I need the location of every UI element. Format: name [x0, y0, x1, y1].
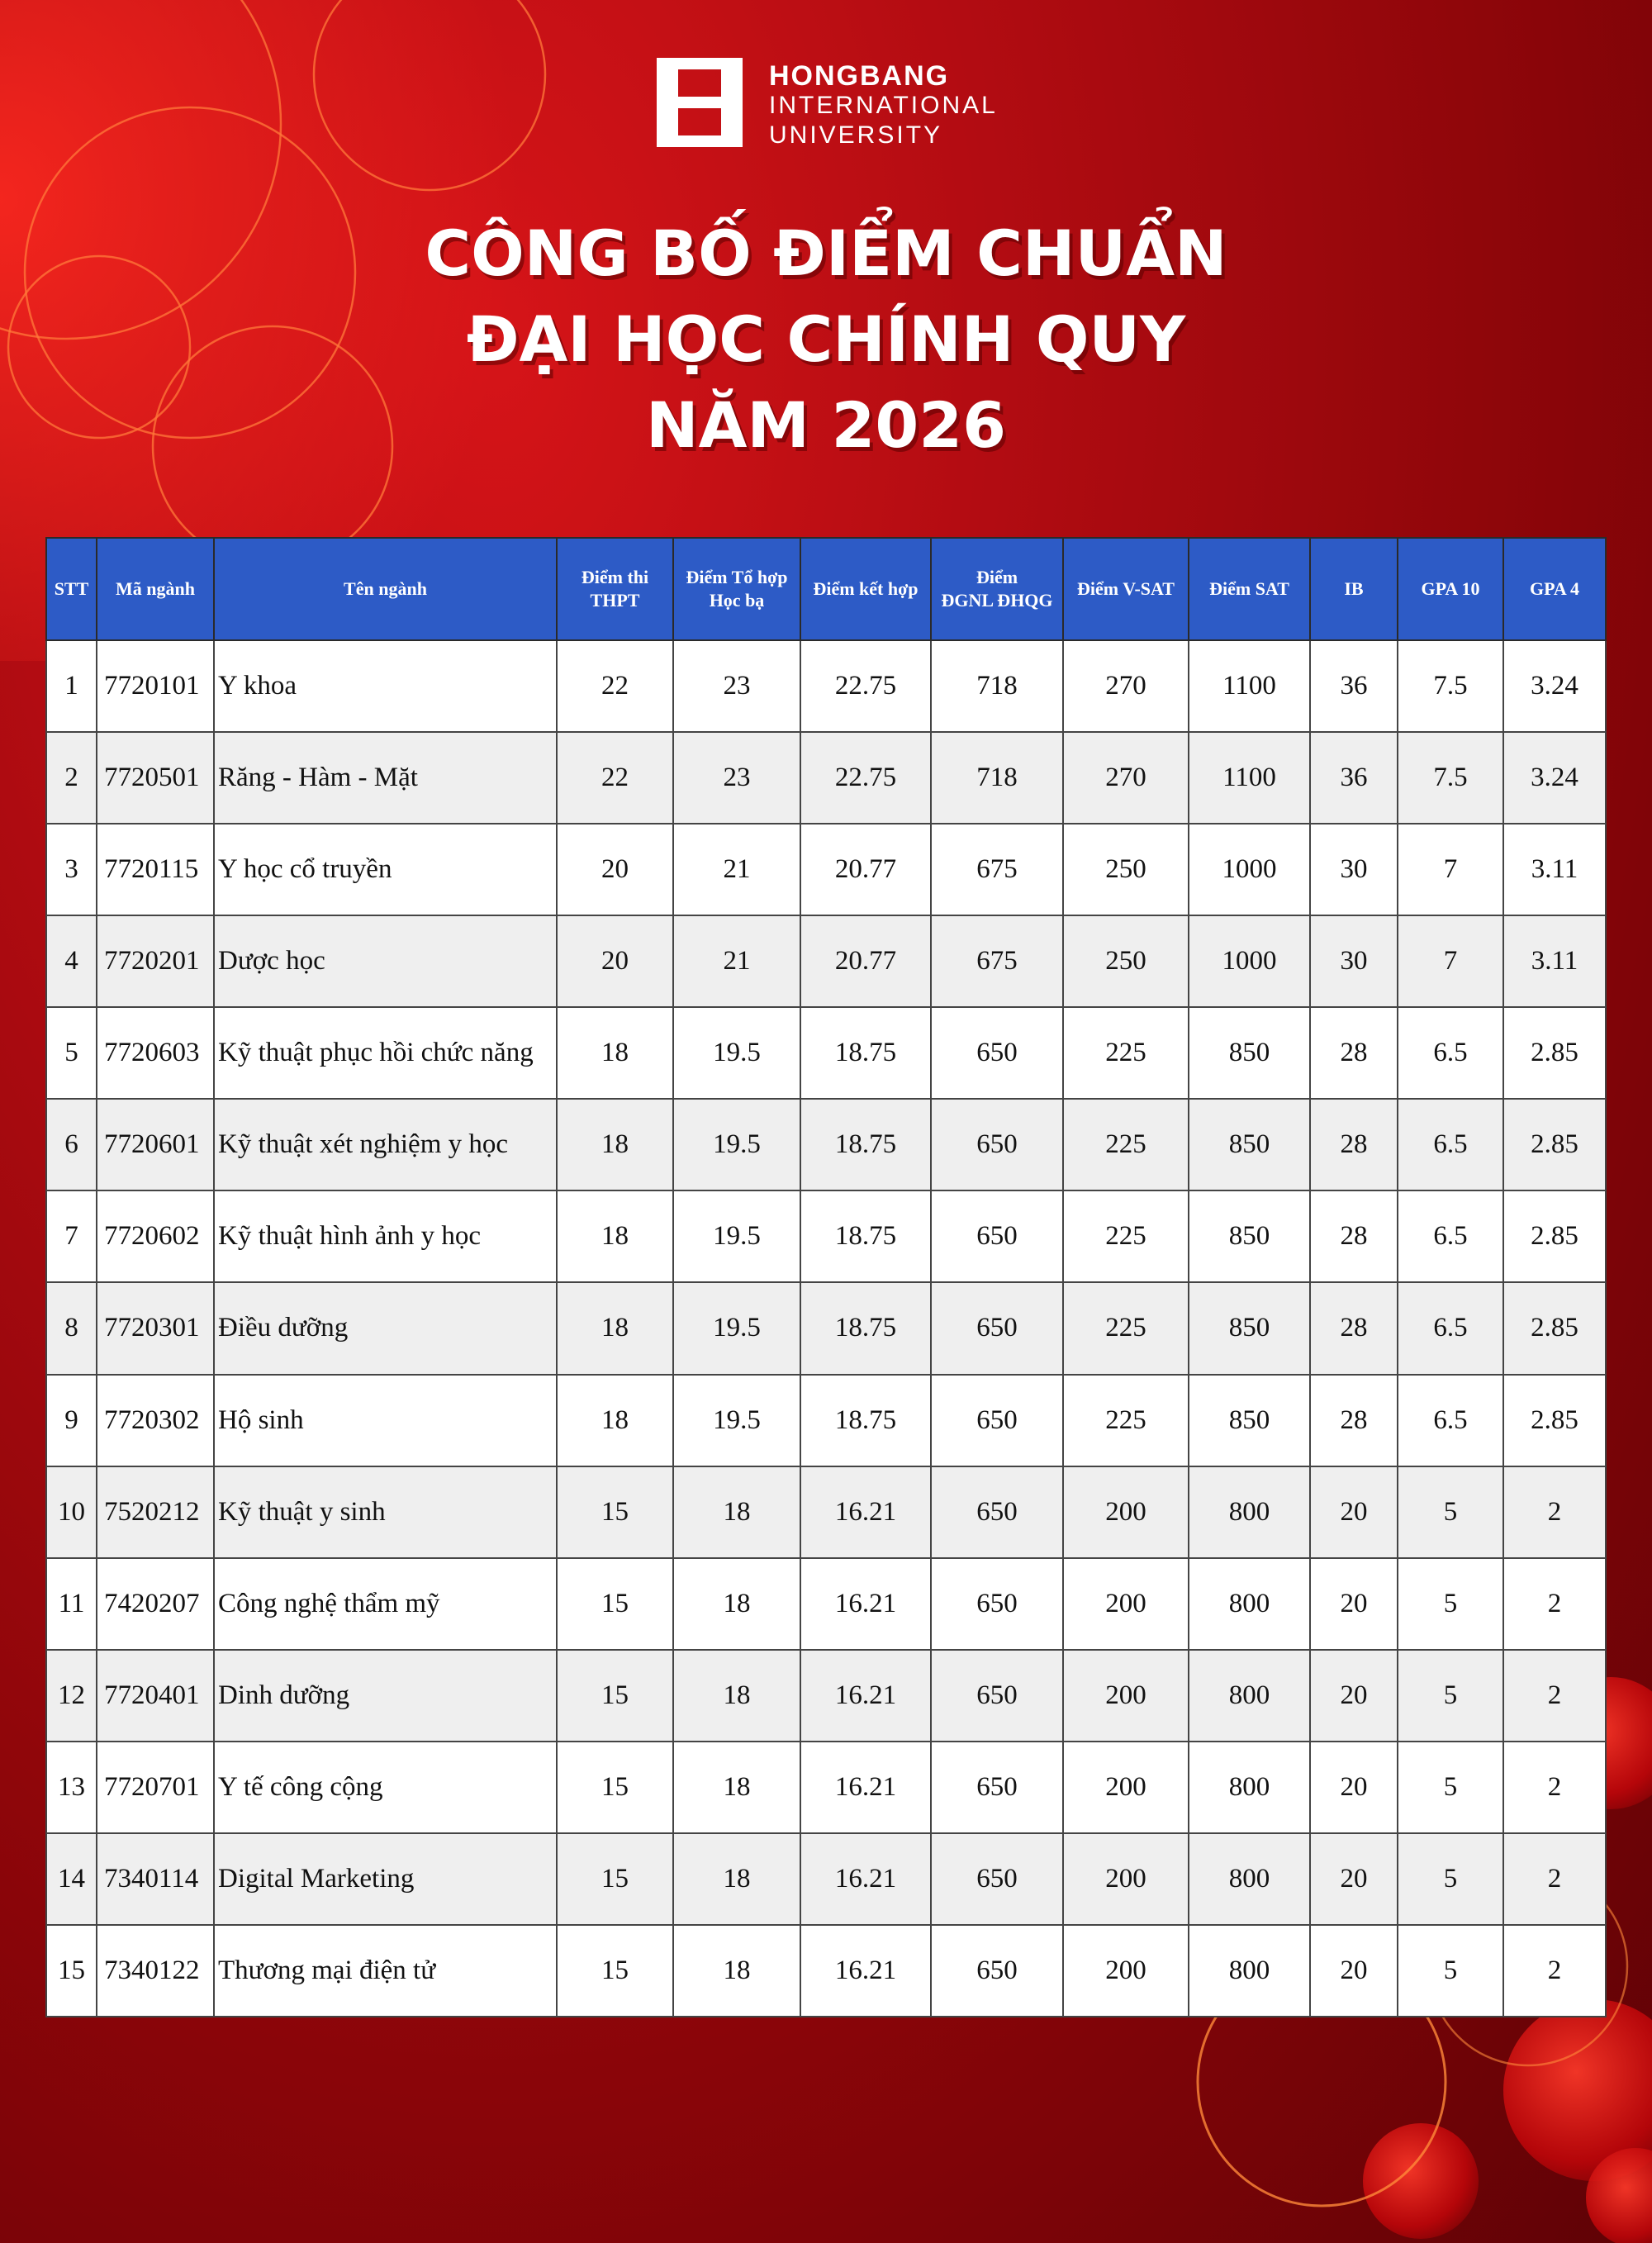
cell-gpa10: 5: [1398, 1925, 1503, 2017]
cell-stt: 9: [46, 1375, 97, 1466]
cell-diem-sat: 850: [1189, 1375, 1310, 1466]
cell-ma-nganh: 7340122: [97, 1925, 214, 2017]
header-ten-nganh: Tên ngành: [214, 538, 557, 640]
cell-diem-hoc-ba: 19.5: [673, 1007, 800, 1099]
table-row: [46, 1190, 1606, 1282]
cell-ma-nganh: 7720301: [97, 1282, 214, 1374]
cell-diem-ket-hop: 18.75: [800, 1190, 931, 1282]
cell-ten-nganh: Y khoa: [214, 640, 557, 732]
header-diem-thi-thpt: [557, 538, 673, 640]
cell-stt: 4: [46, 915, 97, 1007]
cell-ma-nganh: 7720101: [97, 640, 214, 732]
cell-gpa4: 2: [1503, 1742, 1606, 1833]
cell-stt: 10: [46, 1466, 97, 1558]
cell-diem-thi-thpt: 15: [557, 1558, 673, 1650]
cell-diem-vsat: 225: [1063, 1099, 1189, 1190]
header-diem-dgnl: [931, 538, 1063, 640]
cell-gpa4: 3.24: [1503, 732, 1606, 824]
cell-ten-nganh: Hộ sinh: [214, 1375, 557, 1466]
cell-diem-vsat: 225: [1063, 1375, 1189, 1466]
cell-diem-ket-hop: 18.75: [800, 1282, 931, 1374]
cell-diem-hoc-ba: 18: [673, 1650, 800, 1742]
cell-diem-thi-thpt: 22: [557, 640, 673, 732]
table-row: [46, 1466, 1606, 1558]
cell-ma-nganh: 7720701: [97, 1742, 214, 1833]
table-row: [46, 1282, 1606, 1374]
cell-gpa10: 6.5: [1398, 1375, 1503, 1466]
cell-diem-vsat: 225: [1063, 1190, 1189, 1282]
cell-ten-nganh: Kỹ thuật xét nghiệm y học: [214, 1099, 557, 1190]
cell-diem-vsat: 200: [1063, 1742, 1189, 1833]
cell-ma-nganh: 7420207: [97, 1558, 214, 1650]
cell-ten-nganh: Kỹ thuật hình ảnh y học: [214, 1190, 557, 1282]
cell-diem-dgnl: 650: [931, 1650, 1063, 1742]
cell-diem-vsat: 200: [1063, 1650, 1189, 1742]
cell-ib: 28: [1310, 1007, 1398, 1099]
cell-diem-dgnl: 650: [931, 1466, 1063, 1558]
cell-diem-ket-hop: 16.21: [800, 1833, 931, 1925]
cell-diem-hoc-ba: 21: [673, 915, 800, 1007]
header-stt: STT: [46, 538, 97, 640]
cell-diem-vsat: 270: [1063, 640, 1189, 732]
cell-diem-vsat: 200: [1063, 1558, 1189, 1650]
title-line-2: ĐẠI HỌC CHÍNH QUY: [466, 302, 1186, 376]
cell-diem-thi-thpt: 15: [557, 1925, 673, 2017]
table-row: [46, 1925, 1606, 2017]
cell-gpa10: 7: [1398, 824, 1503, 915]
header-diem-ket-hop: Điểm kết hợp: [800, 538, 931, 640]
cell-diem-thi-thpt: 15: [557, 1650, 673, 1742]
cell-gpa10: 5: [1398, 1466, 1503, 1558]
cell-diem-thi-thpt: 18: [557, 1282, 673, 1374]
cell-ten-nganh: Y học cổ truyền: [214, 824, 557, 915]
cell-ten-nganh: Dinh dưỡng: [214, 1650, 557, 1742]
cell-diem-sat: 1000: [1189, 915, 1310, 1007]
cell-ib: 30: [1310, 915, 1398, 1007]
cell-ib: 36: [1310, 732, 1398, 824]
cell-diem-sat: 850: [1189, 1190, 1310, 1282]
table-row: [46, 1007, 1606, 1099]
cell-diem-thi-thpt: 20: [557, 824, 673, 915]
cell-diem-ket-hop: 16.21: [800, 1742, 931, 1833]
cell-ib: 20: [1310, 1833, 1398, 1925]
cell-diem-thi-thpt: 18: [557, 1190, 673, 1282]
cell-diem-ket-hop: 18.75: [800, 1099, 931, 1190]
cell-diem-thi-thpt: 22: [557, 732, 673, 824]
cell-diem-vsat: 200: [1063, 1466, 1189, 1558]
cell-gpa4: 2: [1503, 1466, 1606, 1558]
cell-ib: 28: [1310, 1375, 1398, 1466]
cell-diem-dgnl: 718: [931, 640, 1063, 732]
cell-gpa10: 5: [1398, 1742, 1503, 1833]
table-row: [46, 640, 1606, 732]
logo-line-international: INTERNATIONAL: [769, 92, 998, 119]
cell-stt: 8: [46, 1282, 97, 1374]
cell-ten-nganh: Y tế công cộng: [214, 1742, 557, 1833]
header-gpa4: GPA 4: [1503, 538, 1606, 640]
cell-ma-nganh: 7520212: [97, 1466, 214, 1558]
cell-diem-hoc-ba: 19.5: [673, 1282, 800, 1374]
header-dgnl-line2: ĐGNL ĐHQG: [941, 590, 1053, 611]
cell-diem-ket-hop: 20.77: [800, 824, 931, 915]
cell-diem-vsat: 250: [1063, 824, 1189, 915]
cell-ma-nganh: 7720201: [97, 915, 214, 1007]
cell-diem-dgnl: 650: [931, 1190, 1063, 1282]
table-row: [46, 1375, 1606, 1466]
cell-diem-vsat: 225: [1063, 1007, 1189, 1099]
cell-stt: 15: [46, 1925, 97, 2017]
cell-diem-thi-thpt: 18: [557, 1375, 673, 1466]
cell-stt: 3: [46, 824, 97, 915]
cell-stt: 12: [46, 1650, 97, 1742]
cell-diem-sat: 1000: [1189, 824, 1310, 915]
header-ma-nganh: Mã ngành: [97, 538, 214, 640]
cell-diem-hoc-ba: 18: [673, 1466, 800, 1558]
cell-gpa10: 5: [1398, 1833, 1503, 1925]
cell-diem-thi-thpt: 15: [557, 1833, 673, 1925]
cell-diem-hoc-ba: 18: [673, 1742, 800, 1833]
cell-diem-dgnl: 650: [931, 1833, 1063, 1925]
cell-ib: 20: [1310, 1742, 1398, 1833]
cell-ten-nganh: Dược học: [214, 915, 557, 1007]
cell-ib: 20: [1310, 1650, 1398, 1742]
table-row: [46, 1099, 1606, 1190]
header-diem-vsat: Điểm V-SAT: [1063, 538, 1189, 640]
cell-gpa10: 6.5: [1398, 1099, 1503, 1190]
cell-diem-sat: 850: [1189, 1099, 1310, 1190]
cell-ten-nganh: Kỹ thuật phục hồi chức năng: [214, 1007, 557, 1099]
cell-diem-ket-hop: 20.77: [800, 915, 931, 1007]
cell-ten-nganh: Digital Marketing: [214, 1833, 557, 1925]
cell-gpa10: 7: [1398, 915, 1503, 1007]
admission-scores-table: [45, 537, 1607, 2017]
cell-diem-sat: 850: [1189, 1007, 1310, 1099]
cell-gpa4: 2: [1503, 1833, 1606, 1925]
cell-diem-ket-hop: 16.21: [800, 1466, 931, 1558]
header-diem-sat: Điểm SAT: [1189, 538, 1310, 640]
cell-diem-vsat: 200: [1063, 1925, 1189, 2017]
page-title: [0, 211, 1652, 468]
cell-diem-ket-hop: 18.75: [800, 1007, 931, 1099]
cell-diem-dgnl: 675: [931, 824, 1063, 915]
cell-diem-sat: 1100: [1189, 732, 1310, 824]
cell-diem-ket-hop: 16.21: [800, 1650, 931, 1742]
cell-diem-vsat: 200: [1063, 1833, 1189, 1925]
cell-diem-sat: 800: [1189, 1742, 1310, 1833]
cell-diem-dgnl: 650: [931, 1742, 1063, 1833]
cell-gpa4: 2.85: [1503, 1099, 1606, 1190]
cell-gpa10: 5: [1398, 1558, 1503, 1650]
cell-ma-nganh: 7720603: [97, 1007, 214, 1099]
table-row: [46, 915, 1606, 1007]
cell-diem-dgnl: 675: [931, 915, 1063, 1007]
cell-stt: 13: [46, 1742, 97, 1833]
cell-ib: 20: [1310, 1466, 1398, 1558]
cell-ten-nganh: Điều dưỡng: [214, 1282, 557, 1374]
cell-gpa10: 7.5: [1398, 732, 1503, 824]
cell-stt: 6: [46, 1099, 97, 1190]
cell-diem-hoc-ba: 23: [673, 640, 800, 732]
cell-diem-sat: 1100: [1189, 640, 1310, 732]
cell-gpa4: 2: [1503, 1650, 1606, 1742]
cell-diem-hoc-ba: 18: [673, 1925, 800, 2017]
cell-gpa10: 5: [1398, 1650, 1503, 1742]
cell-ib: 20: [1310, 1558, 1398, 1650]
cell-diem-sat: 800: [1189, 1650, 1310, 1742]
cell-diem-ket-hop: 16.21: [800, 1925, 931, 2017]
cell-diem-sat: 800: [1189, 1833, 1310, 1925]
cell-diem-vsat: 225: [1063, 1282, 1189, 1374]
header-hocba-line2: Học bạ: [709, 590, 765, 611]
cell-gpa4: 3.24: [1503, 640, 1606, 732]
title-line-3: NĂM 2026: [645, 388, 1007, 462]
cell-ma-nganh: 7720302: [97, 1375, 214, 1466]
table-row: [46, 1650, 1606, 1742]
cell-ib: 28: [1310, 1282, 1398, 1374]
title-line-1: CÔNG BỐ ĐIỂM CHUẨN: [425, 216, 1227, 290]
cell-diem-ket-hop: 22.75: [800, 640, 931, 732]
cell-ib: 30: [1310, 824, 1398, 915]
table-header-row: [46, 538, 1606, 640]
cell-diem-dgnl: 650: [931, 1558, 1063, 1650]
cell-diem-dgnl: 650: [931, 1375, 1063, 1466]
cell-ib: 20: [1310, 1925, 1398, 2017]
cell-diem-thi-thpt: 15: [557, 1466, 673, 1558]
header-hocba-line1: Điểm Tổ hợp: [686, 567, 788, 587]
cell-ma-nganh: 7720602: [97, 1190, 214, 1282]
cell-diem-dgnl: 650: [931, 1925, 1063, 2017]
cell-diem-sat: 800: [1189, 1558, 1310, 1650]
table-row: [46, 732, 1606, 824]
cell-stt: 5: [46, 1007, 97, 1099]
cell-ma-nganh: 7720115: [97, 824, 214, 915]
cell-diem-hoc-ba: 18: [673, 1558, 800, 1650]
cell-diem-vsat: 270: [1063, 732, 1189, 824]
cell-gpa10: 6.5: [1398, 1282, 1503, 1374]
cell-ten-nganh: Răng - Hàm - Mặt: [214, 732, 557, 824]
table-row: [46, 1742, 1606, 1833]
cell-ib: 36: [1310, 640, 1398, 732]
cell-ten-nganh: Thương mại điện tử: [214, 1925, 557, 2017]
cell-diem-dgnl: 650: [931, 1099, 1063, 1190]
cell-diem-hoc-ba: 19.5: [673, 1190, 800, 1282]
table-row: [46, 824, 1606, 915]
cell-diem-hoc-ba: 19.5: [673, 1375, 800, 1466]
cell-ten-nganh: Kỹ thuật y sinh: [214, 1466, 557, 1558]
university-logo: [657, 58, 1004, 157]
header-thpt-line2: THPT: [590, 590, 640, 611]
logo-line-hongbang: HONGBANG: [769, 60, 950, 92]
cell-diem-thi-thpt: 20: [557, 915, 673, 1007]
cell-gpa4: 3.11: [1503, 824, 1606, 915]
cell-ib: 28: [1310, 1099, 1398, 1190]
cell-gpa4: 2.85: [1503, 1007, 1606, 1099]
cell-ten-nganh: Công nghệ thẩm mỹ: [214, 1558, 557, 1650]
header-thpt-line1: Điểm thi: [581, 567, 649, 587]
table-row: [46, 1833, 1606, 1925]
cell-diem-hoc-ba: 19.5: [673, 1099, 800, 1190]
header-ib: IB: [1310, 538, 1398, 640]
cell-ib: 28: [1310, 1190, 1398, 1282]
cell-stt: 2: [46, 732, 97, 824]
cell-diem-dgnl: 650: [931, 1007, 1063, 1099]
logo-line-university: UNIVERSITY: [769, 121, 943, 149]
cell-stt: 14: [46, 1833, 97, 1925]
cell-stt: 11: [46, 1558, 97, 1650]
cell-gpa10: 6.5: [1398, 1007, 1503, 1099]
cell-gpa4: 2.85: [1503, 1190, 1606, 1282]
cell-gpa10: 7.5: [1398, 640, 1503, 732]
cell-gpa4: 2: [1503, 1925, 1606, 2017]
cell-diem-hoc-ba: 21: [673, 824, 800, 915]
cell-diem-dgnl: 650: [931, 1282, 1063, 1374]
cell-ma-nganh: 7340114: [97, 1833, 214, 1925]
cell-gpa4: 2.85: [1503, 1282, 1606, 1374]
cell-diem-ket-hop: 16.21: [800, 1558, 931, 1650]
cell-ma-nganh: 7720401: [97, 1650, 214, 1742]
cell-diem-ket-hop: 18.75: [800, 1375, 931, 1466]
cell-diem-dgnl: 718: [931, 732, 1063, 824]
header-dgnl-line1: Điểm: [976, 567, 1018, 587]
header-diem-hoc-ba: [673, 538, 800, 640]
cell-diem-thi-thpt: 18: [557, 1099, 673, 1190]
cell-diem-vsat: 250: [1063, 915, 1189, 1007]
cell-diem-thi-thpt: 15: [557, 1742, 673, 1833]
cell-gpa4: 2.85: [1503, 1375, 1606, 1466]
hongbang-logo-icon: [657, 58, 743, 147]
cell-diem-sat: 800: [1189, 1466, 1310, 1558]
cell-stt: 1: [46, 640, 97, 732]
cell-diem-hoc-ba: 18: [673, 1833, 800, 1925]
cell-gpa4: 3.11: [1503, 915, 1606, 1007]
table-row: [46, 1558, 1606, 1650]
cell-stt: 7: [46, 1190, 97, 1282]
cell-gpa10: 6.5: [1398, 1190, 1503, 1282]
cell-ma-nganh: 7720601: [97, 1099, 214, 1190]
cell-ma-nganh: 7720501: [97, 732, 214, 824]
cell-diem-sat: 850: [1189, 1282, 1310, 1374]
cell-diem-sat: 800: [1189, 1925, 1310, 2017]
cell-diem-ket-hop: 22.75: [800, 732, 931, 824]
cell-diem-thi-thpt: 18: [557, 1007, 673, 1099]
cell-gpa4: 2: [1503, 1558, 1606, 1650]
cell-diem-hoc-ba: 23: [673, 732, 800, 824]
header-gpa10: GPA 10: [1398, 538, 1503, 640]
